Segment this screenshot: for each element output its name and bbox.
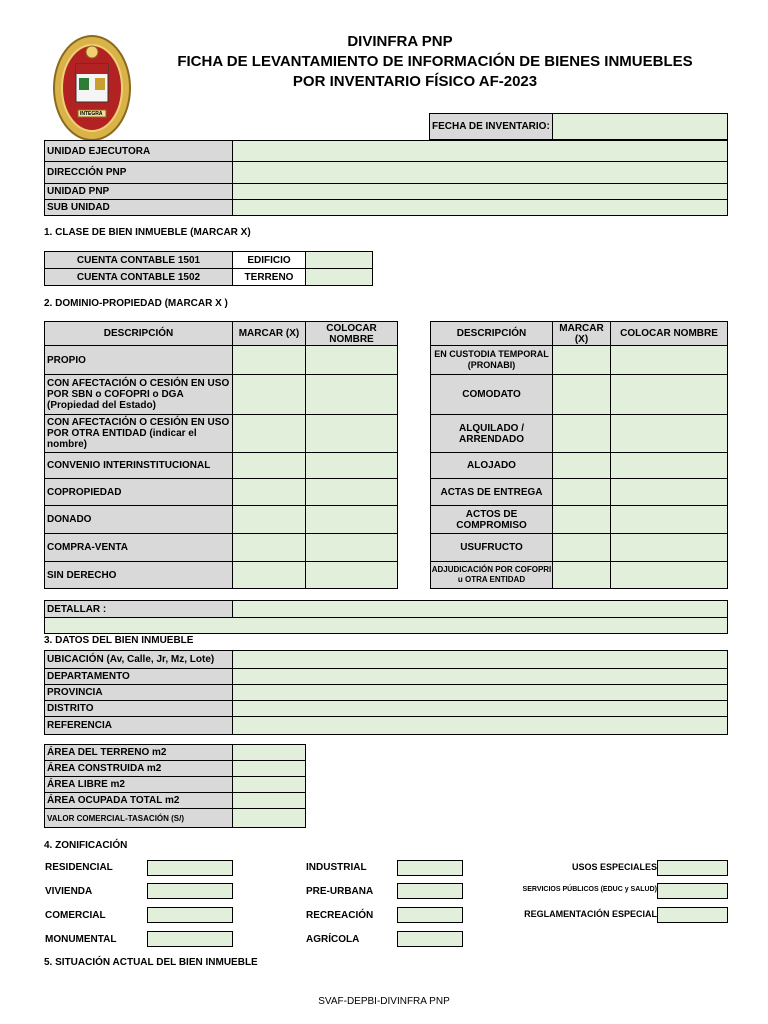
cuenta-1501-label: CUENTA CONTABLE 1501 [44,251,233,269]
dominio-left-row-mark[interactable] [232,345,306,375]
section-3-title: 3. DATOS DEL BIEN INMUEBLE [44,635,194,646]
detallar-input[interactable] [232,600,728,618]
terreno-label: TERRENO [232,268,306,286]
page-footer: SVAF-DEPBI-DIVINFRA PNP [318,996,450,1007]
ubicacion-input[interactable] [232,650,728,669]
dominio-left-row-mark[interactable] [232,414,306,453]
area-ocupada-input[interactable] [232,792,306,809]
dominio-right-row-label: ALQUILADO / ARRENDADO [430,414,553,453]
dominio-right-row-label: ADJUDICACIÓN POR COFOPRI u OTRA ENTIDAD [430,561,553,589]
unidad-ejecutora-input[interactable] [232,140,728,162]
logo-text: INTEGRA [80,111,103,117]
dominio-left-row-mark[interactable] [232,374,306,415]
area-ocupada-label: ÁREA OCUPADA TOTAL m2 [44,792,233,809]
dominio-right-row-label: EN CUSTODIA TEMPORAL (PRONABI) [430,345,553,375]
ubicacion-label: UBICACIÓN (Av, Calle, Jr, Mz, Lote) [44,650,233,669]
zonificacion-servicios-publicos-input[interactable] [657,883,728,899]
dominio-left-row-name[interactable] [305,561,398,589]
left-header-descripcion: DESCRIPCIÓN [44,321,233,346]
dominio-left-row-mark[interactable] [232,478,306,506]
right-header-nombre: COLOCAR NOMBRE [610,321,728,346]
provincia-input[interactable] [232,684,728,701]
dominio-left-row-label: CON AFECTACIÓN O CESIÓN EN USO POR SBN o COFOPRI o DGA (Propiedad del Estado) [44,374,233,415]
detallar-input-line-2[interactable] [44,617,728,634]
dominio-right-row-mark[interactable] [552,478,611,506]
dominio-left-row-name[interactable] [305,374,398,415]
dominio-left-row-label: CON AFECTACIÓN O CESIÓN EN USO POR OTRA ENTIDAD (indicar el nombre) [44,414,233,453]
left-header-marcar: MARCAR (X) [232,321,306,346]
section-1-title: 1. CLASE DE BIEN INMUEBLE (MARCAR X) [44,227,251,238]
zonificacion-pre-urbana-input[interactable] [397,883,463,899]
dominio-left-row-label: CONVENIO INTERINSTITUCIONAL [44,452,233,479]
zonificacion-reglamentacion-input[interactable] [657,907,728,923]
dominio-right-row-mark[interactable] [552,345,611,375]
area-libre-input[interactable] [232,776,306,793]
dominio-right-row-name[interactable] [610,561,728,589]
distrito-input[interactable] [232,700,728,717]
zonificacion-usos-especiales-label: USOS ESPECIALES [571,862,657,872]
area-libre-label: ÁREA LIBRE m2 [44,776,233,793]
dominio-right-row-name[interactable] [610,345,728,375]
zonificacion-reglamentacion-label: REGLAMENTACIÓN ESPECIAL [524,909,657,919]
dominio-left-row-label: COPROPIEDAD [44,478,233,506]
zonificacion-industrial-label: INDUSTRIAL [306,862,367,873]
pnp-emblem-icon [52,34,132,142]
unidad-ejecutora-label: UNIDAD EJECUTORA [44,140,233,162]
zonificacion-agricola-label: AGRÍCOLA [306,934,360,945]
dominio-left-row-mark[interactable] [232,533,306,562]
dominio-right-row-name[interactable] [610,505,728,534]
section-2-title: 2. DOMINIO-PROPIEDAD (MARCAR X ) [44,298,228,309]
dominio-right-row-name[interactable] [610,478,728,506]
cuenta-1502-label: CUENTA CONTABLE 1502 [44,268,233,286]
section-5-title: 5. SITUACIÓN ACTUAL DEL BIEN INMUEBLE [44,957,258,968]
title-line-2: FICHA DE LEVANTAMIENTO DE INFORMACIÓN DE BIENES INMUEBLES [177,53,693,70]
dominio-left-row-name[interactable] [305,452,398,479]
unidad-pnp-input[interactable] [232,183,728,200]
zonificacion-recreacion-input[interactable] [397,907,463,923]
right-header-descripcion: DESCRIPCIÓN [430,321,553,346]
dominio-right-row-mark[interactable] [552,414,611,453]
dominio-right-row-label: ACTAS DE ENTREGA [430,478,553,506]
direccion-pnp-label: DIRECCIÓN PNP [44,161,233,184]
dominio-right-row-name[interactable] [610,374,728,415]
zonificacion-comercial-input[interactable] [147,907,233,923]
dominio-right-row-label: ALOJADO [430,452,553,479]
fecha-inventario-label: FECHA DE INVENTARIO: [429,113,553,140]
edificio-mark-input[interactable] [305,251,373,269]
dominio-left-row-mark[interactable] [232,561,306,589]
dominio-left-row-label: SIN DERECHO [44,561,233,589]
dominio-left-row-label: DONADO [44,505,233,534]
dominio-left-row-label: COMPRA-VENTA [44,533,233,562]
area-terreno-input[interactable] [232,744,306,761]
fecha-inventario-input[interactable] [552,113,728,140]
terreno-mark-input[interactable] [305,268,373,286]
sub-unidad-input[interactable] [232,199,728,216]
dominio-right-row-name[interactable] [610,414,728,453]
zonificacion-monumental-input[interactable] [147,931,233,947]
zonificacion-usos-especiales-input[interactable] [657,860,728,876]
dominio-right-row-label: COMODATO [430,374,553,415]
dominio-left-row-mark[interactable] [232,452,306,479]
zonificacion-monumental-label: MONUMENTAL [45,934,117,945]
section-4-title: 4. ZONIFICACIÓN [44,840,128,851]
right-header-marcar: MARCAR (X) [552,321,611,346]
edificio-label: EDIFICIO [232,251,306,269]
dominio-left-row-name[interactable] [305,505,398,534]
detallar-label: DETALLAR : [44,600,233,618]
area-terreno-label: ÁREA DEL TERRENO m2 [44,744,233,761]
referencia-label: REFERENCIA [44,716,233,735]
zonificacion-agricola-input[interactable] [397,931,463,947]
valor-comercial-input[interactable] [232,808,306,828]
zonificacion-vivienda-input[interactable] [147,883,233,899]
dominio-right-row-mark[interactable] [552,374,611,415]
area-construida-input[interactable] [232,760,306,777]
zonificacion-pre-urbana-label: PRE-URBANA [306,886,374,897]
departamento-input[interactable] [232,668,728,685]
dominio-left-row-name[interactable] [305,414,398,453]
dominio-right-row-name[interactable] [610,533,728,562]
dominio-right-row-name[interactable] [610,452,728,479]
referencia-input[interactable] [232,716,728,735]
unidad-pnp-label: UNIDAD PNP [44,183,233,200]
title-line-1: DIVINFRA PNP [347,33,453,50]
departamento-label: DEPARTAMENTO [44,668,233,685]
dominio-right-row-label: USUFRUCTO [430,533,553,562]
zonificacion-recreacion-label: RECREACIÓN [306,910,374,921]
dominio-right-row-mark[interactable] [552,505,611,534]
zonificacion-residencial-label: RESIDENCIAL [45,862,113,873]
zonificacion-industrial-input[interactable] [397,860,463,876]
distrito-label: DISTRITO [44,700,233,717]
valor-comercial-label: VALOR COMERCIAL-TASACIÓN (S/) [44,808,233,828]
dominio-left-row-label: PROPIO [44,345,233,375]
dominio-right-row-mark[interactable] [552,561,611,589]
left-header-nombre: COLOCAR NOMBRE [305,321,398,346]
dominio-left-row-name[interactable] [305,345,398,375]
zonificacion-vivienda-label: VIVIENDA [45,886,93,897]
dominio-right-row-label: ACTOS DE COMPROMISO [430,505,553,534]
zonificacion-comercial-label: COMERCIAL [45,910,106,921]
direccion-pnp-input[interactable] [232,161,728,184]
dominio-left-row-mark[interactable] [232,505,306,534]
zonificacion-servicios-publicos-label: SERVICIOS PÚBLICOS (EDUC y SALUD) [522,886,657,893]
sub-unidad-label: SUB UNIDAD [44,199,233,216]
title-line-3: POR INVENTARIO FÍSICO AF-2023 [292,73,538,90]
dominio-right-row-mark[interactable] [552,533,611,562]
area-construida-label: ÁREA CONSTRUIDA m2 [44,760,233,777]
dominio-left-row-name[interactable] [305,478,398,506]
dominio-left-row-name[interactable] [305,533,398,562]
zonificacion-residencial-input[interactable] [147,860,233,876]
dominio-right-row-mark[interactable] [552,452,611,479]
provincia-label: PROVINCIA [44,684,233,701]
